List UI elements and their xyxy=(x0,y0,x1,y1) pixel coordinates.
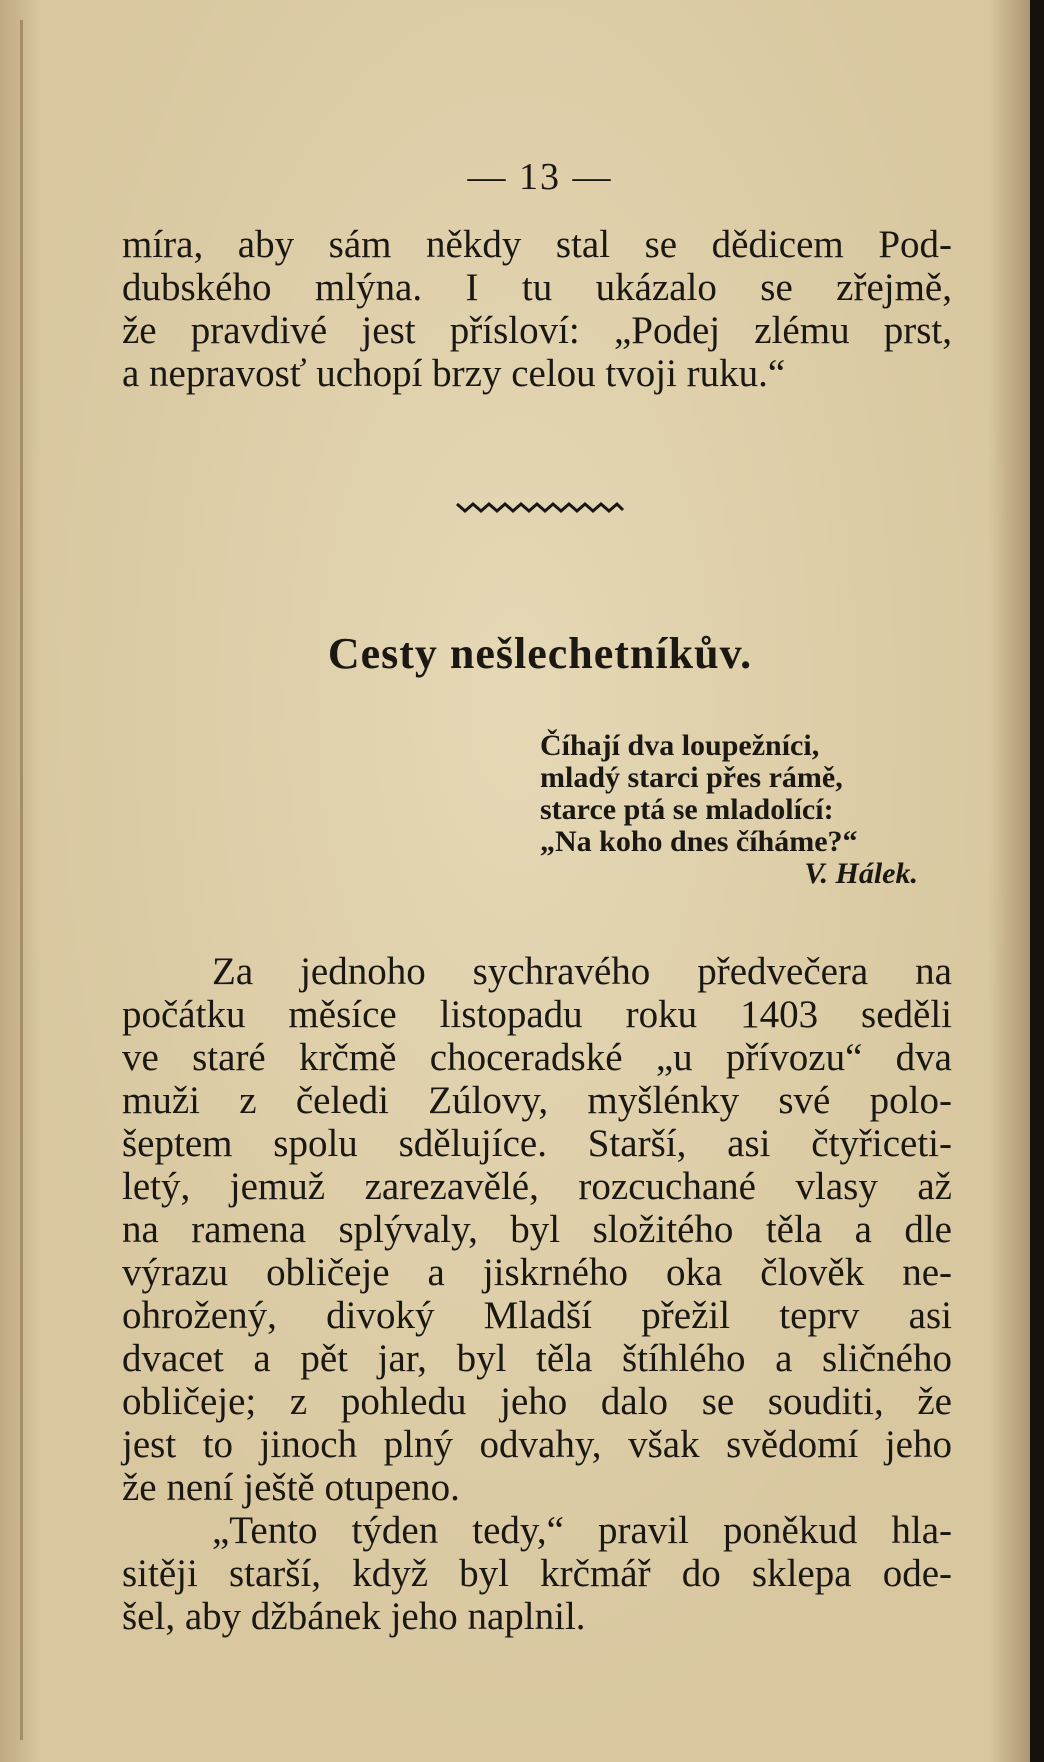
text-line: Za jednoho sychravého předvečera na xyxy=(212,950,952,993)
epigraph-author: V. Hálek. xyxy=(804,857,918,890)
text-line: obličeje; z pohledu jeho dalo se souditi, že xyxy=(122,1380,952,1423)
body-paragraph-2 xyxy=(122,1509,952,1638)
text-line: počátku měsíce listopadu roku 1403 seděli xyxy=(122,993,952,1036)
text-line: muži z čeledi Zúlovy, myšlénky své polo- xyxy=(122,1079,952,1122)
text-line: šel, aby džbánek jeho naplnil. xyxy=(122,1595,586,1638)
text-line: na ramena splývaly, byl složitého těla a dle xyxy=(122,1208,952,1251)
page-spine-shadow xyxy=(20,20,23,1740)
body-paragraph-1 xyxy=(122,950,952,1509)
text-line: ohrožený, divoký Mladší přežil teprv asi xyxy=(122,1294,952,1337)
chapter-title: Cesty nešlechetníkův. xyxy=(327,629,753,678)
epigraph-line: Číhají dva loupežníci, xyxy=(540,729,820,762)
epigraph xyxy=(540,730,950,890)
text-line: míra, aby sám někdy stal se dědicem Pod- xyxy=(122,223,952,266)
epigraph-line: „Na koho dnes číháme?“ xyxy=(540,825,858,858)
text-line: že není ještě otupeno. xyxy=(122,1466,460,1509)
epigraph-line: mladý starci přes rámě, xyxy=(540,761,843,794)
page-number: — 13 — xyxy=(467,156,613,198)
text-line: letý, jemuž zarezavělé, rozcuchané vlasy až xyxy=(122,1165,952,1208)
text-line: že pravdivé jest přísloví: „Podej zlému prst, xyxy=(122,309,952,352)
text-line: dvacet a pět jar, byl těla štíhlého a sličného xyxy=(122,1337,952,1380)
text-line: výrazu obličeje a jiskrného oka člověk ne- xyxy=(122,1251,952,1294)
text-line: šeptem spolu sdělujíce. Starší, asi čtyřiceti- xyxy=(122,1122,952,1165)
text-line: a nepravosť uchopí brzy celou tvoji ruku.“ xyxy=(122,352,786,395)
text-line: sitěji starší, když byl krčmář do sklepa ode- xyxy=(122,1552,952,1595)
wavy-divider-ornament xyxy=(455,498,625,516)
text-line: dubského mlýna. I tu ukázalo se zřejmě, xyxy=(122,266,952,309)
text-line: „Tento týden tedy,“ pravil poněkud hla- xyxy=(212,1509,952,1552)
intro-paragraph xyxy=(122,223,952,395)
text-line: jest to jinoch plný odvahy, však svědomí jeho xyxy=(122,1423,952,1466)
epigraph-line: starce ptá se mladolící: xyxy=(540,793,834,826)
page-edge-shadow xyxy=(1030,0,1044,1762)
text-line: ve staré krčmě choceradské „u přívozu“ dva xyxy=(122,1036,952,1079)
